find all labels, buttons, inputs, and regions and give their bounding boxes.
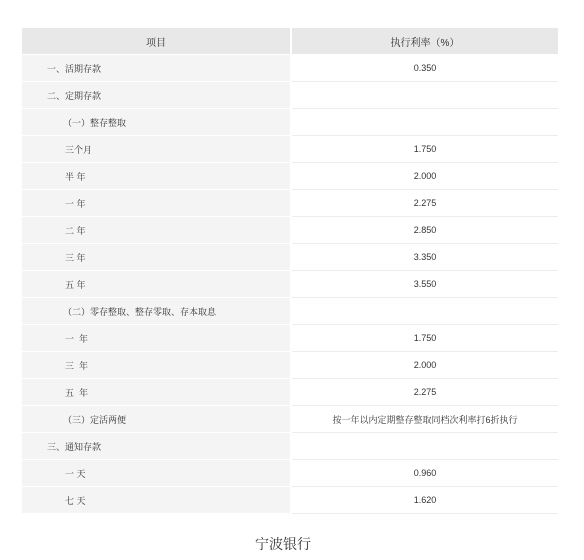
- row-rate: 3.550: [292, 271, 558, 298]
- table-header-row: [22, 28, 558, 54]
- row-rate: 2.000: [292, 352, 558, 379]
- row-rate: 3.350: [292, 244, 558, 271]
- row-rate: 1.620: [292, 487, 558, 514]
- table-row: [22, 406, 558, 433]
- row-item: 三个月: [22, 136, 292, 163]
- row-item: 三 年: [22, 352, 292, 379]
- row-rate: 2.275: [292, 190, 558, 217]
- row-item: 三、通知存款: [22, 433, 292, 460]
- row-item: 二 年: [22, 217, 292, 244]
- row-rate: 2.000: [292, 163, 558, 190]
- row-item: 一 天: [22, 460, 292, 487]
- table-row: [22, 325, 558, 352]
- row-rate: [292, 109, 558, 136]
- row-item: 半 年: [22, 163, 292, 190]
- deposit-rate-table: [22, 28, 558, 514]
- row-item: 一 年: [22, 325, 292, 352]
- row-rate: 按一年以内定期整存整取同档次利率打6折执行: [292, 406, 558, 433]
- table-row: [22, 217, 558, 244]
- table-row: [22, 244, 558, 271]
- row-item: （三）定活两便: [22, 406, 292, 433]
- row-item: 一 年: [22, 190, 292, 217]
- row-rate: 2.850: [292, 217, 558, 244]
- table-row: [22, 271, 558, 298]
- table-row: [22, 379, 558, 406]
- row-rate: [292, 298, 558, 325]
- row-rate: 0.960: [292, 460, 558, 487]
- table-row: [22, 460, 558, 487]
- table-row: [22, 298, 558, 325]
- row-rate: [292, 82, 558, 109]
- row-item: 七 天: [22, 487, 292, 514]
- table-row: [22, 487, 558, 514]
- row-item: 二、定期存款: [22, 82, 292, 109]
- row-rate: 2.275: [292, 379, 558, 406]
- row-item: 五 年: [22, 379, 292, 406]
- header-item: 项目: [22, 28, 292, 54]
- row-rate: 0.350: [292, 55, 558, 82]
- table-row: [22, 136, 558, 163]
- row-item: 三 年: [22, 244, 292, 271]
- table-row: [22, 163, 558, 190]
- table-row: [22, 433, 558, 460]
- row-item: （二）零存整取、整存零取、存本取息: [22, 298, 292, 325]
- row-rate: 1.750: [292, 136, 558, 163]
- table-row: [22, 109, 558, 136]
- table-row: [22, 55, 558, 82]
- row-item: 一、活期存款: [22, 55, 292, 82]
- header-rate: 执行利率（%）: [292, 28, 558, 54]
- table-row: [22, 82, 558, 109]
- row-item: 五 年: [22, 271, 292, 298]
- table-row: [22, 190, 558, 217]
- row-rate: [292, 433, 558, 460]
- image-caption: 宁波银行: [255, 536, 311, 552]
- row-item: （一）整存整取: [22, 109, 292, 136]
- row-rate: 1.750: [292, 325, 558, 352]
- table-row: [22, 352, 558, 379]
